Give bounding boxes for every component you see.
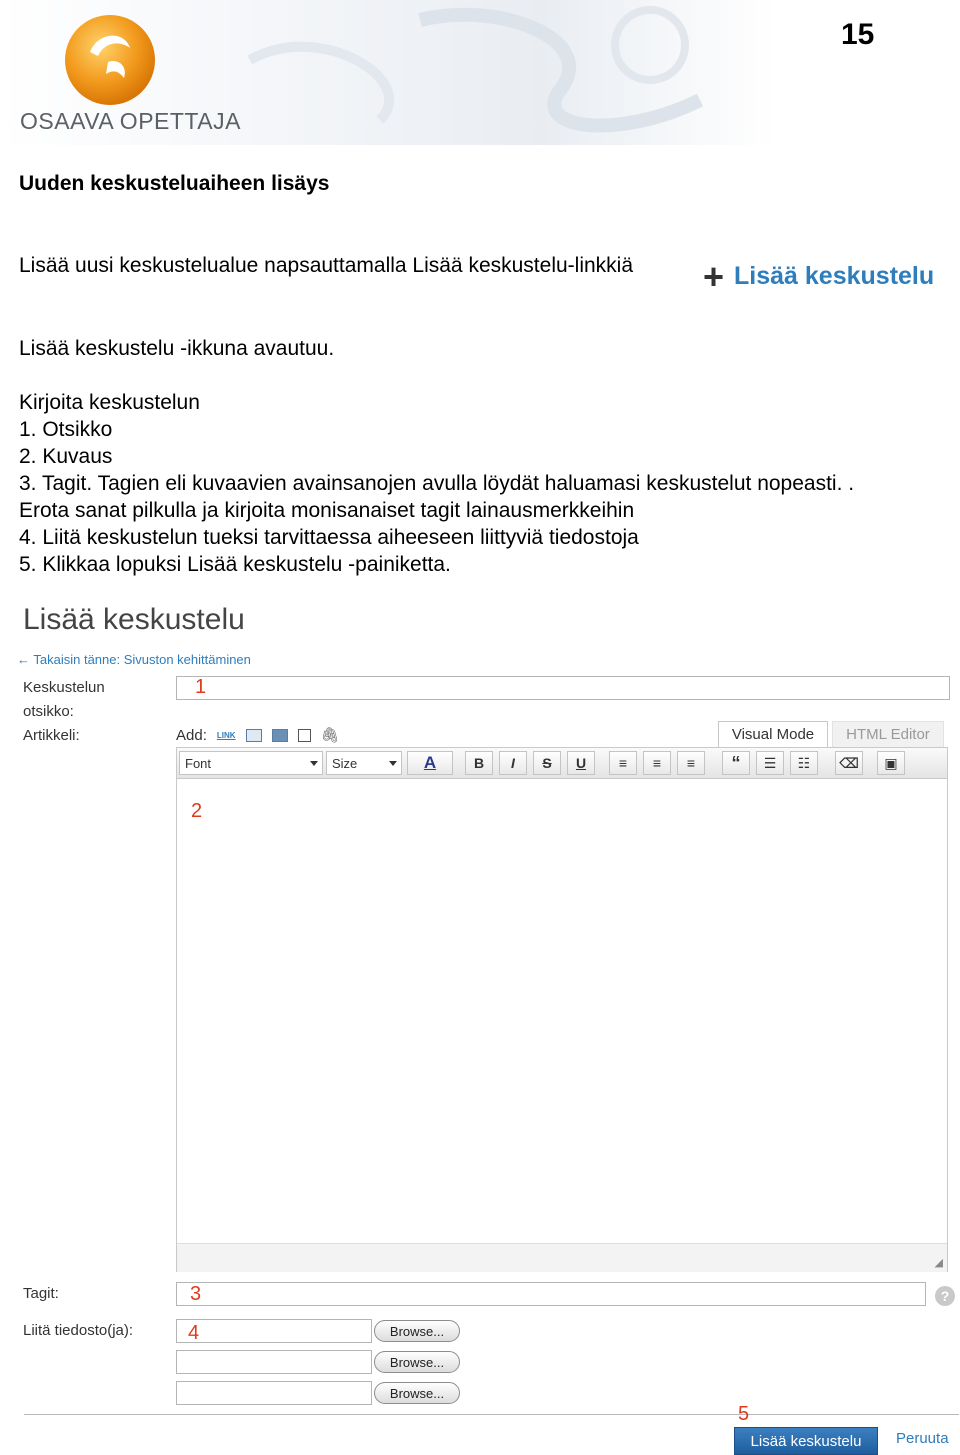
logo-icon [62, 12, 158, 113]
intro-text: Lisää uusi keskustelualue napsauttamalla Lisää keskustelu-linkkiä [19, 254, 634, 277]
attach-paperclip-icon[interactable]: 🖇 [320, 727, 340, 744]
bullet-list-icon[interactable]: ☰ [756, 751, 784, 775]
form-title: Lisää keskustelu [23, 603, 245, 636]
browse-button-3[interactable]: Browse... [374, 1382, 460, 1404]
numbered-list-icon[interactable]: ☷ [790, 751, 818, 775]
instruction-line: Erota sanat pilkulla ja kirjoita monisanaiset tagit lainausmerkkeihin [19, 499, 635, 522]
add-text-icon[interactable] [298, 729, 311, 742]
underline-button[interactable]: U [567, 751, 595, 775]
instruction-line: 4. Liitä keskustelun tueksi tarvittaessa aiheeseen liittyviä tiedostoja [19, 526, 639, 549]
font-select-label: Font [185, 755, 212, 771]
bold-button[interactable]: B [465, 751, 493, 775]
document-title: Uuden keskusteluaiheen lisäys [19, 172, 330, 195]
browse-button-2[interactable]: Browse... [374, 1351, 460, 1373]
page-number: 15 [841, 18, 875, 51]
instruction-line: 3. Tagit. Tagien eli kuvaavien avainsanojen avulla löydät haluamasi keskustelut nopeasti. . [19, 472, 855, 495]
align-left-icon[interactable]: ≡ [609, 751, 637, 775]
file-input-1[interactable] [176, 1319, 372, 1343]
editor-status-bar [177, 1243, 947, 1272]
add-media-row [176, 726, 340, 744]
cancel-link[interactable]: Peruuta [896, 1430, 949, 1447]
title-input[interactable] [176, 676, 950, 700]
instruction-line: Kirjoita keskustelun [19, 391, 200, 414]
add-discussion-link[interactable] [703, 256, 935, 297]
add-video-icon[interactable] [272, 729, 288, 742]
browse-button-1[interactable]: Browse... [374, 1320, 460, 1342]
marker-4: 4 [188, 1322, 200, 1344]
marker-3: 3 [190, 1283, 202, 1305]
logo-text: OSAAVA OPETTAJA [20, 108, 241, 134]
plus-icon: + [703, 256, 725, 297]
align-center-icon[interactable]: ≡ [643, 751, 671, 775]
article-label: Artikkeli: [23, 727, 80, 744]
file-input-3[interactable] [176, 1381, 372, 1405]
instruction-lines [19, 389, 854, 578]
attach-files-label: Liitä tiedosto(ja): [23, 1322, 134, 1339]
add-link-icon[interactable]: LINK [216, 730, 236, 740]
italic-button[interactable]: I [499, 751, 527, 775]
marker-5: 5 [738, 1403, 750, 1425]
file-input-2[interactable] [176, 1350, 372, 1374]
submit-add-discussion-button[interactable]: Lisää keskustelu [734, 1427, 878, 1455]
font-select[interactable] [179, 751, 323, 775]
marker-2: 2 [191, 800, 203, 822]
tab-html-editor[interactable]: HTML Editor [832, 721, 944, 747]
eraser-icon[interactable]: ⌫ [835, 751, 863, 775]
size-select-label: Size [332, 755, 358, 771]
strikethrough-button[interactable]: S [533, 751, 561, 775]
editor-toolbar [176, 747, 948, 779]
instruction-line: 1. Otsikko [19, 418, 113, 441]
tags-input[interactable] [176, 1282, 926, 1306]
title-label-line2: otsikko: [23, 703, 74, 720]
instruction-line: 2. Kuvaus [19, 445, 113, 468]
add-discussion-link-label: Lisää keskustelu [734, 262, 935, 290]
window-opens-text: Lisää keskustelu -ikkuna avautuu. [19, 337, 335, 360]
help-icon[interactable]: ? [935, 1286, 955, 1306]
title-label-line1: Keskustelun [23, 679, 105, 696]
add-label: Add: [176, 726, 207, 744]
add-image-icon[interactable] [246, 729, 262, 742]
size-select[interactable] [326, 751, 402, 775]
fullscreen-icon[interactable]: ▣ [877, 751, 905, 775]
tags-label: Tagit: [23, 1285, 59, 1302]
text-color-icon[interactable]: A [407, 751, 453, 775]
blockquote-icon[interactable]: “ [722, 751, 750, 775]
form-divider [24, 1414, 959, 1415]
instruction-line: 5. Klikkaa lopuksi Lisää keskustelu -painiketta. [19, 553, 451, 576]
tab-visual-mode[interactable]: Visual Mode [718, 721, 828, 747]
resize-handle-icon[interactable]: ◢ [934, 1257, 943, 1269]
article-editor-area[interactable] [176, 779, 948, 1272]
marker-1: 1 [195, 676, 207, 698]
align-right-icon[interactable]: ≡ [677, 751, 705, 775]
back-link[interactable]: ← Takaisin tänne: Sivuston kehittäminen [17, 652, 251, 667]
